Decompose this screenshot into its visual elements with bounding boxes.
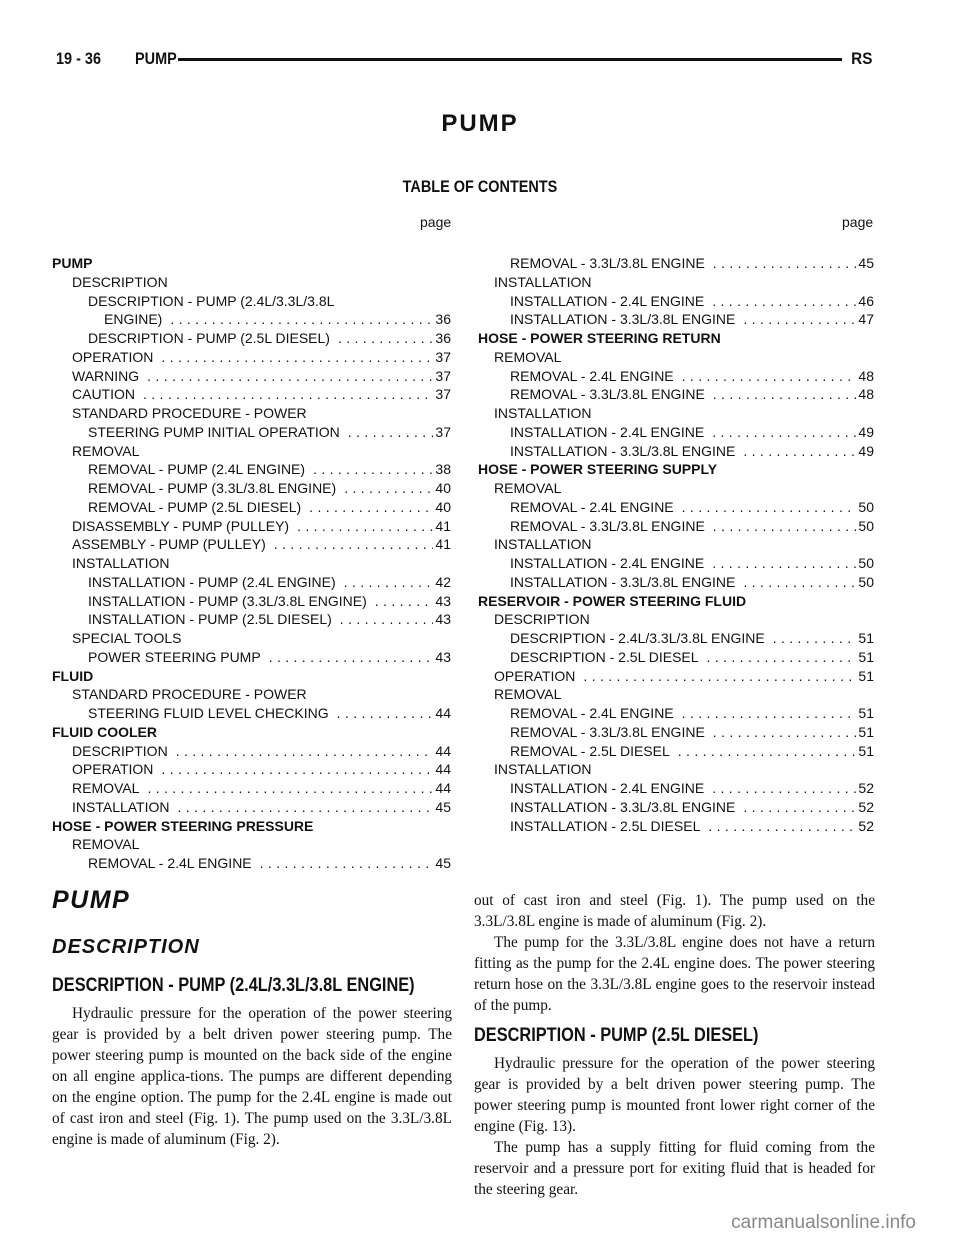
- paragraph: Hydraulic pressure for the operation of the power steering gear is provided by a belt driven power steering pump. The power steering pump is mounted front lower right corner of the engine (Fig. 13).: [474, 1055, 875, 1135]
- toc-entry-page: 37: [435, 423, 451, 440]
- leader-dots: [707, 648, 857, 667]
- toc-entry[interactable]: [52, 554, 451, 573]
- leader-dots: [178, 798, 434, 817]
- toc-entry-label: DESCRIPTION - PUMP (2.5L DIESEL): [88, 330, 330, 346]
- toc-entry-label: REMOVAL - 2.4L ENGINE: [88, 855, 252, 871]
- toc-entry-label: INSTALLATION: [494, 761, 592, 778]
- toc-entry-label: SPECIAL TOOLS: [72, 630, 182, 646]
- toc-entry[interactable]: [478, 404, 874, 423]
- toc-entry-label: REMOVAL - PUMP (2.4L ENGINE): [88, 461, 306, 478]
- header-rule: [178, 58, 842, 61]
- toc-entry-page: 46: [858, 292, 874, 309]
- toc-entry-page: 50: [858, 517, 874, 534]
- leader-dots: [743, 573, 856, 592]
- toc-entry-label: RESERVOIR - POWER STEERING FLUID: [478, 592, 747, 609]
- toc-entry[interactable]: [52, 592, 451, 611]
- toc-entry-label: PUMP: [52, 255, 93, 271]
- toc-left-column: [52, 254, 451, 873]
- toc-entry[interactable]: [52, 517, 451, 536]
- toc-entry[interactable]: [52, 498, 451, 517]
- toc-entry-page: 48: [858, 367, 874, 384]
- toc-entry-label: REMOVAL - 3.3L/3.8L ENGINE: [510, 255, 705, 271]
- toc-entry[interactable]: [478, 367, 874, 386]
- leader-dots: [712, 779, 856, 798]
- toc-entry-label: REMOVAL - 2.5L DIESEL: [510, 742, 670, 759]
- toc-entry-page: 51: [858, 723, 874, 740]
- toc-entry-label: INSTALLATION - 2.4L ENGINE: [510, 555, 705, 571]
- leader-dots: [713, 723, 857, 742]
- toc-entry[interactable]: [478, 273, 874, 292]
- leader-dots: [297, 517, 433, 536]
- toc-entry[interactable]: [52, 704, 451, 723]
- toc-entry[interactable]: [478, 723, 874, 742]
- leader-dots: [375, 592, 434, 611]
- toc-entry[interactable]: [478, 798, 874, 817]
- toc-page-label-left: page: [420, 214, 452, 230]
- toc-entry[interactable]: [52, 367, 451, 386]
- toc-entry-page: 37: [435, 386, 451, 403]
- leader-dots: [161, 760, 433, 779]
- leader-dots: [274, 535, 434, 554]
- toc-entry-label: REMOVAL - 2.4L ENGINE: [510, 367, 674, 384]
- toc-entry-label: INSTALLATION - 2.4L ENGINE: [510, 292, 705, 309]
- leader-dots: [313, 460, 433, 479]
- toc-entry[interactable]: [478, 423, 874, 442]
- toc-entry[interactable]: [52, 385, 451, 404]
- page-title: PUMP: [441, 110, 519, 137]
- leader-dots: [344, 573, 434, 592]
- toc-entry-page: 48: [858, 386, 874, 403]
- toc-entry[interactable]: [52, 329, 451, 348]
- toc-entry[interactable]: [52, 779, 451, 798]
- toc-entry-label: INSTALLATION - 2.4L ENGINE: [510, 780, 705, 796]
- toc-entry-page: 44: [435, 705, 451, 721]
- toc-entry-page: 45: [435, 798, 451, 815]
- toc-entry-label: DESCRIPTION: [494, 611, 590, 628]
- toc-entry[interactable]: [52, 760, 451, 779]
- toc-entry-page: 50: [858, 498, 874, 515]
- toc-entry-label: WARNING: [72, 367, 140, 384]
- toc-entry[interactable]: [52, 854, 451, 873]
- toc-entry[interactable]: [478, 385, 874, 404]
- leader-dots: [713, 517, 857, 536]
- toc-entry-label: INSTALLATION: [494, 273, 592, 290]
- body-left-column: [52, 886, 452, 1192]
- heading-description-pump-gas: DESCRIPTION - PUMP (2.4L/3.3L/3.8L ENGINE): [52, 975, 415, 996]
- toc-entry-page: 45: [435, 855, 451, 871]
- leader-dots: [708, 817, 856, 836]
- toc-entry-label: DESCRIPTION - PUMP (2.4L/3.3L/3.8L: [88, 292, 335, 309]
- toc-entry[interactable]: [478, 348, 874, 367]
- toc-entry-page: 43: [435, 648, 451, 665]
- toc-entry-label: HOSE - POWER STEERING RETURN: [478, 330, 721, 346]
- toc-entry[interactable]: [52, 310, 451, 329]
- toc-entry-label: INSTALLATION - 3.3L/3.8L ENGINE: [510, 798, 736, 815]
- heading-pump: PUMP: [52, 886, 131, 914]
- toc-entry-label: DISASSEMBLY - PUMP (PULLEY): [72, 517, 290, 534]
- leader-dots: [147, 779, 433, 798]
- toc-entry-page: 44: [435, 780, 451, 796]
- heading-description-pump-diesel: DESCRIPTION - PUMP (2.5L DIESEL): [474, 1025, 759, 1046]
- leader-dots: [678, 742, 857, 761]
- leader-dots: [348, 423, 434, 442]
- leader-dots: [170, 310, 433, 329]
- toc-entry-label: INSTALLATION: [494, 536, 592, 553]
- toc-entry[interactable]: [52, 254, 451, 273]
- leader-dots: [340, 610, 434, 629]
- toc-entry[interactable]: [478, 479, 874, 498]
- toc-entry-page: 38: [435, 461, 451, 478]
- leader-dots: [143, 385, 433, 404]
- toc-entry-page: 52: [858, 780, 874, 796]
- toc-entry-label: INSTALLATION - PUMP (3.3L/3.8L ENGINE): [88, 592, 367, 609]
- toc-entry-page: 50: [858, 555, 874, 571]
- toc-entry[interactable]: [478, 592, 874, 611]
- toc-entry[interactable]: [52, 610, 451, 629]
- leader-dots: [713, 385, 857, 404]
- leader-dots: [260, 854, 434, 873]
- leader-dots: [712, 554, 856, 573]
- toc-entry-label: INSTALLATION: [494, 405, 592, 421]
- toc-entry[interactable]: [478, 554, 874, 573]
- leader-dots: [161, 348, 433, 367]
- paragraph: Hydraulic pressure for the operation of the power steering gear is provided by a belt driven power steering pump. The power steering pump is mounted on the back side of the engine on all engine applica-tions. The pumps are different depending on the engine option. The pump for the 2.4L engine is made out of cast iron and steel (Fig. 1). The pump used on the 3.3L/3.8L engine is made of aluminum (Fig. 2).: [52, 1005, 452, 1148]
- toc-entry[interactable]: [478, 685, 874, 704]
- toc-entry-label: STEERING PUMP INITIAL OPERATION: [88, 423, 340, 440]
- header-code: RS: [851, 49, 873, 68]
- toc-entry[interactable]: [52, 573, 451, 592]
- toc-title: TABLE OF CONTENTS: [402, 177, 558, 196]
- toc-entry[interactable]: [52, 273, 451, 292]
- leader-dots: [583, 667, 856, 686]
- toc-entry[interactable]: [52, 685, 451, 704]
- toc-entry-page: 37: [435, 367, 451, 384]
- leader-dots: [773, 629, 857, 648]
- paragraph: The pump has a supply fitting for fluid coming from the reservoir and a pressure port for exiting fluid that is headed for the steering gear.: [474, 1139, 875, 1198]
- toc-entry-label: DESCRIPTION - 2.5L DIESEL: [510, 648, 699, 665]
- toc-entry-page: 51: [858, 630, 874, 646]
- toc-entry[interactable]: [52, 798, 451, 817]
- toc-entry-label: REMOVAL: [494, 348, 562, 365]
- toc-entry[interactable]: [478, 610, 874, 629]
- toc-entry-label: ASSEMBLY - PUMP (PULLEY): [72, 536, 266, 553]
- toc-entry-page: 52: [858, 798, 874, 815]
- toc-entry[interactable]: [478, 629, 874, 648]
- toc-entry-label: REMOVAL - PUMP (3.3L/3.8L ENGINE): [88, 480, 337, 496]
- toc-entry-page: 49: [858, 442, 874, 459]
- leader-dots: [712, 423, 856, 442]
- toc-entry-label: DESCRIPTION - 2.4L/3.3L/3.8L ENGINE: [510, 630, 765, 646]
- toc-entry[interactable]: [478, 648, 874, 667]
- toc-entry[interactable]: [52, 629, 451, 648]
- toc-entry-label: REMOVAL: [72, 836, 140, 853]
- toc-entry[interactable]: [478, 779, 874, 798]
- toc-entry[interactable]: [478, 517, 874, 536]
- toc-entry[interactable]: [478, 704, 874, 723]
- leader-dots: [713, 254, 857, 273]
- toc-entry-page: 40: [435, 480, 451, 496]
- toc-entry[interactable]: [478, 310, 874, 329]
- toc-entry-page: 52: [858, 817, 874, 834]
- watermark: carmanualsonline.info: [731, 1212, 916, 1233]
- toc-entry-page: 50: [858, 573, 874, 590]
- toc-entry-label: REMOVAL - 3.3L/3.8L ENGINE: [510, 517, 705, 534]
- toc-entry-label: DESCRIPTION: [72, 273, 168, 290]
- toc-entry-page: 44: [435, 761, 451, 778]
- toc-entry[interactable]: [478, 817, 874, 836]
- header-section: PUMP: [134, 49, 177, 68]
- toc-entry-label: REMOVAL - 2.4L ENGINE: [510, 498, 674, 515]
- toc-entry-page: 43: [435, 592, 451, 609]
- toc-entry[interactable]: [52, 479, 451, 498]
- leader-dots: [147, 367, 433, 386]
- toc-entry[interactable]: [52, 817, 451, 836]
- toc-entry-label: INSTALLATION - 2.5L DIESEL: [510, 817, 701, 834]
- toc-entry[interactable]: [52, 292, 451, 311]
- toc-entry-label: STANDARD PROCEDURE - POWER: [72, 405, 307, 421]
- toc-entry-page: 41: [435, 536, 451, 553]
- leader-dots: [743, 798, 856, 817]
- toc-entry[interactable]: [478, 254, 874, 273]
- leader-dots: [743, 310, 856, 329]
- toc-entry-page: 47: [858, 311, 874, 328]
- toc-entry[interactable]: [478, 760, 874, 779]
- toc-entry[interactable]: [52, 835, 451, 854]
- toc-entry[interactable]: [478, 442, 874, 461]
- toc-entry[interactable]: [52, 460, 451, 479]
- toc-entry-page: 51: [858, 648, 874, 665]
- toc-entry-label: INSTALLATION - PUMP (2.5L DIESEL): [88, 611, 332, 628]
- paragraph: The pump for the 3.3L/3.8L engine does not have a return fitting as the pump for the 2.4L engine does. The power steering return hose on the 3.3L/3.8L engine goes to the reservoir instead of the pump.: [474, 934, 875, 1014]
- toc-entry[interactable]: [478, 667, 874, 686]
- toc-entry-label: STANDARD PROCEDURE - POWER: [72, 686, 307, 703]
- toc-entry-page: 43: [435, 611, 451, 628]
- toc-entry[interactable]: [52, 648, 451, 667]
- toc-entry-label: OPERATION: [494, 667, 576, 684]
- leader-dots: [682, 704, 857, 723]
- toc-entry[interactable]: [478, 742, 874, 761]
- leader-dots: [682, 498, 857, 517]
- toc-entry-label: REMOVAL - 3.3L/3.8L ENGINE: [510, 386, 705, 403]
- toc-entry[interactable]: [478, 498, 874, 517]
- toc-entry-page: 51: [858, 667, 874, 684]
- toc-entry-label: FLUID: [52, 667, 94, 684]
- toc-entry-label: HOSE - POWER STEERING PRESSURE: [52, 817, 314, 834]
- toc-entry[interactable]: [52, 348, 451, 367]
- toc-entry-label: REMOVAL - PUMP (2.5L DIESEL): [88, 498, 302, 515]
- toc-entry[interactable]: [52, 742, 451, 761]
- toc-page-label-right: page: [842, 214, 874, 230]
- page-number: 19 - 36: [56, 49, 101, 68]
- toc-entry-label: INSTALLATION - 3.3L/3.8L ENGINE: [510, 573, 736, 590]
- toc-entry-label: CAUTION: [72, 386, 135, 403]
- toc-entry-label: INSTALLATION - 2.4L ENGINE: [510, 423, 705, 440]
- toc-entry[interactable]: [478, 573, 874, 592]
- toc-entry[interactable]: [478, 460, 874, 479]
- toc-entry-page: 45: [858, 255, 874, 271]
- toc-entry-page: 36: [435, 311, 451, 328]
- toc-entry[interactable]: [52, 535, 451, 554]
- toc-entry[interactable]: [478, 292, 874, 311]
- toc-entry-page: 51: [858, 742, 874, 759]
- leader-dots: [309, 498, 433, 517]
- paragraph-continued: out of cast iron and steel (Fig. 1). The pump used on the 3.3L/3.8L engine is made of aluminum (Fig. 2).: [474, 892, 875, 930]
- toc-entry[interactable]: [52, 442, 451, 461]
- toc-right-column: [478, 254, 874, 835]
- leader-dots: [682, 367, 857, 386]
- toc-entry-label: OPERATION: [72, 761, 154, 778]
- toc-entry-label: FLUID COOLER: [52, 723, 157, 740]
- toc-entry-page: 36: [435, 330, 451, 346]
- toc-entry-page: 42: [435, 573, 451, 590]
- page-header: [56, 47, 874, 71]
- toc-entry-page: 49: [858, 423, 874, 440]
- toc-entry-label: INSTALLATION: [72, 798, 170, 815]
- toc-entry[interactable]: [52, 723, 451, 742]
- toc-entry-label: REMOVAL: [494, 686, 562, 703]
- toc-entry-label: ENGINE): [104, 311, 163, 328]
- toc-entry-label: REMOVAL - 3.3L/3.8L ENGINE: [510, 723, 705, 740]
- toc-entry-label: INSTALLATION: [72, 555, 170, 571]
- toc-entry[interactable]: [52, 404, 451, 423]
- toc-entry-label: REMOVAL: [72, 780, 140, 796]
- toc-entry-label: REMOVAL - 2.4L ENGINE: [510, 705, 674, 721]
- toc-entry[interactable]: [52, 667, 451, 686]
- toc-entry-label: INSTALLATION - PUMP (2.4L ENGINE): [88, 573, 336, 590]
- toc-entry-page: 44: [435, 742, 451, 759]
- toc-entry-label: HOSE - POWER STEERING SUPPLY: [478, 461, 718, 478]
- leader-dots: [338, 329, 433, 348]
- toc-entry-label: POWER STEERING PUMP: [88, 648, 261, 665]
- toc-entry[interactable]: [52, 423, 451, 442]
- toc-entry[interactable]: [478, 329, 874, 348]
- toc-entry[interactable]: [478, 535, 874, 554]
- leader-dots: [743, 442, 856, 461]
- heading-description: DESCRIPTION: [52, 936, 200, 958]
- body-right-column: [474, 890, 875, 1200]
- toc-entry-label: INSTALLATION - 3.3L/3.8L ENGINE: [510, 442, 736, 459]
- toc-entry-page: 41: [435, 517, 451, 534]
- leader-dots: [176, 742, 434, 761]
- toc-entry-label: OPERATION: [72, 348, 154, 365]
- toc-entry-page: 51: [858, 705, 874, 721]
- toc-entry-label: REMOVAL: [494, 480, 562, 496]
- toc-entry-label: INSTALLATION - 3.3L/3.8L ENGINE: [510, 311, 736, 328]
- toc-entry-label: REMOVAL: [72, 442, 140, 459]
- leader-dots: [344, 479, 433, 498]
- toc-entry-label: DESCRIPTION: [72, 742, 168, 759]
- leader-dots: [712, 292, 856, 311]
- toc-entry-label: STEERING FLUID LEVEL CHECKING: [88, 705, 329, 721]
- toc-entry-page: 40: [435, 498, 451, 515]
- leader-dots: [269, 648, 434, 667]
- leader-dots: [337, 704, 434, 723]
- toc-entry-page: 37: [435, 348, 451, 365]
